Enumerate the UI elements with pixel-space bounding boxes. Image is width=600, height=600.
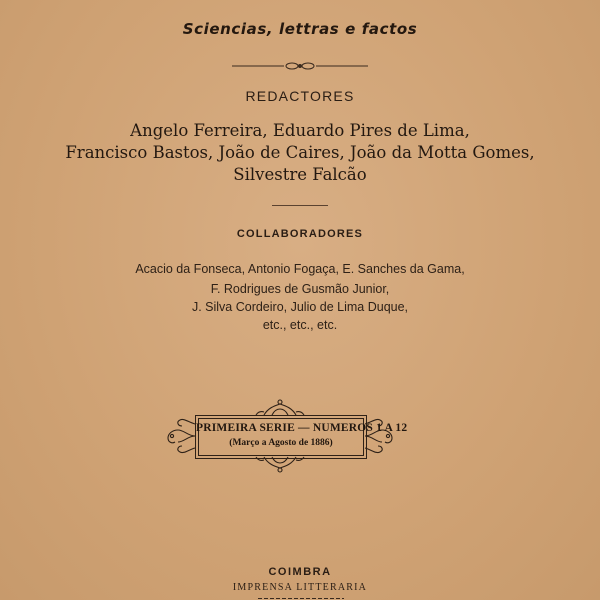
series-dates: (Março a Agosto de 1886) <box>229 438 333 448</box>
editors-line: Francisco Bastos, João de Caires, João da Motta Gomes, <box>65 143 535 162</box>
editors-line: Silvestre Falcão <box>233 165 367 184</box>
badge-frame <box>195 415 408 459</box>
imprint-city: COIMBRA <box>268 566 332 578</box>
series-badge <box>160 396 408 476</box>
collaborators-heading: COLLABORADORES <box>236 228 364 240</box>
collaborators-line: F. Rodrigues de Gusmão Junior, <box>210 282 390 296</box>
imprint-press: IMPRENSA LITTERARIA <box>232 582 368 593</box>
collaborators-line: etc., etc., etc. <box>262 318 338 332</box>
editors-heading: REDACTORES <box>245 88 355 104</box>
collaborators-line: J. Silva Cordeiro, Julio de Lima Duque, <box>191 300 409 314</box>
series-title: PRIMEIRA SERIE — NUMEROS 1 A 12 <box>196 422 408 434</box>
ornamental-rule <box>232 60 368 72</box>
masthead-subtitle: Sciencias, lettras e factos <box>182 20 418 38</box>
section-divider <box>272 205 328 206</box>
editors-line: Angelo Ferreira, Eduardo Pires de Lima, <box>130 121 470 140</box>
collaborators-line: Acacio da Fonseca, Antonio Fogaça, E. Sanches da Gama, <box>135 262 465 276</box>
